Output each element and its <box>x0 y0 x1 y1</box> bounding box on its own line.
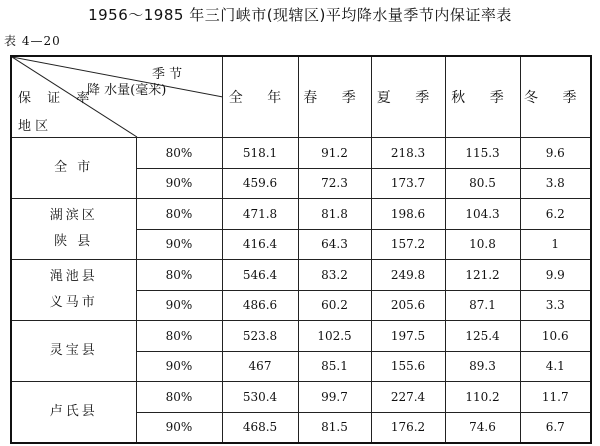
value-cell: 121.2 <box>445 260 520 291</box>
value-cell: 60.2 <box>298 290 371 321</box>
value-cell: 197.5 <box>371 321 445 352</box>
header-row <box>11 56 591 138</box>
col-header-spring: 春 季 <box>298 56 371 138</box>
value-cell: 416.4 <box>222 229 298 260</box>
value-cell: 4.1 <box>520 351 591 382</box>
guarantee-rate-cell: 90% <box>136 351 222 382</box>
value-cell: 74.6 <box>445 412 520 443</box>
region-name-line: 全 市 <box>54 160 94 175</box>
region-name-line: 渑池县 <box>49 269 98 284</box>
value-cell: 459.6 <box>222 168 298 199</box>
region-name-line: 陕 县 <box>54 234 94 249</box>
region-name-cell <box>11 199 136 260</box>
guarantee-rate-cell: 90% <box>136 229 222 260</box>
value-cell: 3.8 <box>520 168 591 199</box>
value-cell: 110.2 <box>445 382 520 413</box>
value-cell: 10.6 <box>520 321 591 352</box>
value-cell: 468.5 <box>222 412 298 443</box>
corner-rate-label: 保 证 率 <box>18 91 96 106</box>
table-row <box>11 321 591 352</box>
value-cell: 523.8 <box>222 321 298 352</box>
precipitation-table <box>10 55 592 444</box>
value-cell: 6.2 <box>520 199 591 230</box>
value-cell: 173.7 <box>371 168 445 199</box>
table-row <box>11 199 591 230</box>
col-header-autumn: 秋 季 <box>445 56 520 138</box>
corner-precip-label: 降 水量(毫米) <box>87 83 167 98</box>
value-cell: 9.9 <box>520 260 591 291</box>
region-name-line: 义马市 <box>49 295 98 310</box>
value-cell: 91.2 <box>298 138 371 169</box>
value-cell: 85.1 <box>298 351 371 382</box>
value-cell: 72.3 <box>298 168 371 199</box>
table-row <box>11 138 591 169</box>
guarantee-rate-cell: 80% <box>136 382 222 413</box>
table-row <box>11 382 591 413</box>
guarantee-rate-cell: 90% <box>136 168 222 199</box>
value-cell: 486.6 <box>222 290 298 321</box>
table-body <box>11 56 591 443</box>
value-cell: 249.8 <box>371 260 445 291</box>
value-cell: 227.4 <box>371 382 445 413</box>
table-row <box>11 260 591 291</box>
value-cell: 125.4 <box>445 321 520 352</box>
page-title: 1956～1985 年三门峡市(现辖区)平均降水量季节内保证率表 <box>88 6 512 24</box>
region-name-cell <box>11 138 136 199</box>
value-cell: 104.3 <box>445 199 520 230</box>
guarantee-rate-cell: 90% <box>136 412 222 443</box>
value-cell: 89.3 <box>445 351 520 382</box>
table-number: 表 4—20 <box>4 34 61 48</box>
value-cell: 11.7 <box>520 382 591 413</box>
guarantee-rate-cell: 80% <box>136 321 222 352</box>
value-cell: 530.4 <box>222 382 298 413</box>
guarantee-rate-cell: 80% <box>136 260 222 291</box>
value-cell: 81.5 <box>298 412 371 443</box>
region-name-line: 灵宝县 <box>49 343 98 358</box>
guarantee-rate-cell: 90% <box>136 290 222 321</box>
value-cell: 83.2 <box>298 260 371 291</box>
value-cell: 155.6 <box>371 351 445 382</box>
value-cell: 546.4 <box>222 260 298 291</box>
value-cell: 6.7 <box>520 412 591 443</box>
corner-region-label: 地 区 <box>18 119 49 134</box>
value-cell: 176.2 <box>371 412 445 443</box>
col-header-annual: 全 年 <box>222 56 298 138</box>
corner-header-cell <box>11 56 222 138</box>
region-name-cell <box>11 382 136 444</box>
region-name-cell <box>11 321 136 382</box>
guarantee-rate-cell: 80% <box>136 199 222 230</box>
value-cell: 115.3 <box>445 138 520 169</box>
region-name-line: 卢氏县 <box>49 404 98 419</box>
value-cell: 218.3 <box>371 138 445 169</box>
value-cell: 10.8 <box>445 229 520 260</box>
value-cell: 518.1 <box>222 138 298 169</box>
value-cell: 157.2 <box>371 229 445 260</box>
value-cell: 198.6 <box>371 199 445 230</box>
value-cell: 102.5 <box>298 321 371 352</box>
value-cell: 99.7 <box>298 382 371 413</box>
corner-season-label: 季 节 <box>152 67 183 82</box>
guarantee-rate-cell: 80% <box>136 138 222 169</box>
value-cell: 467 <box>222 351 298 382</box>
region-name-cell <box>11 260 136 321</box>
col-header-winter: 冬 季 <box>520 56 591 138</box>
region-name-line: 湖滨区 <box>49 208 98 223</box>
value-cell: 80.5 <box>445 168 520 199</box>
value-cell: 81.8 <box>298 199 371 230</box>
value-cell: 205.6 <box>371 290 445 321</box>
value-cell: 87.1 <box>445 290 520 321</box>
value-cell: 64.3 <box>298 229 371 260</box>
value-cell: 1 <box>520 229 591 260</box>
col-header-summer: 夏 季 <box>371 56 445 138</box>
value-cell: 471.8 <box>222 199 298 230</box>
value-cell: 9.6 <box>520 138 591 169</box>
value-cell: 3.3 <box>520 290 591 321</box>
